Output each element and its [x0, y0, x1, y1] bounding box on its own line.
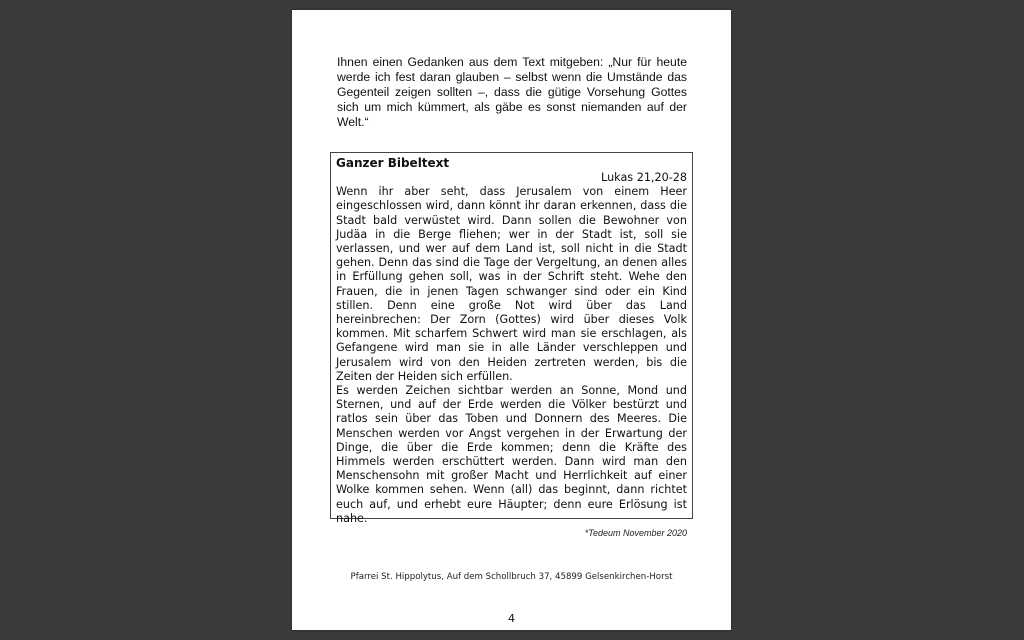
- document-page: [292, 10, 731, 630]
- bible-text: [336, 185, 687, 526]
- footer-address: Pfarrei St. Hippolytus, Auf dem Schollbruch 37, 45899 Gelsenkirchen-Horst: [350, 572, 673, 582]
- bible-paragraph: Wenn ihr aber seht, dass Jerusalem von einem Heer eingeschlossen wird, dann könnt ihr daran erkennen, dass die Stadt bald verwüstet wird. Dann sollen die Bewohner von Judäa in die Berge fliehen; wer in der Stadt ist, soll sie verlassen, und wer auf dem Land ist, soll nicht in die Stadt gehen. Denn das sind die Tage der Vergeltung, an denen alles in Erfüllung gehen soll, was in der Schrift steht. Wehe den Frauen, die in jenen Tagen schwanger sind oder ein Kind stillen. Denn eine große Not wird über das Land hereinbrechen: Der Zorn (Gottes) wird über dieses Volk kommen. Mit scharfem Schwert wird man sie erschlagen, als Gefangene wird man sie in alle Länder verschleppen und Jerusalem wird von den Heiden zertreten werden, bis die Zeiten der Heiden sich erfüllen.: [336, 185, 687, 383]
- source-note: *Tedeum November 2020: [584, 528, 687, 538]
- bible-reference: Lukas 21,20-28: [601, 171, 687, 184]
- bible-paragraph: Es werden Zeichen sichtbar werden an Sonne, Mond und Sternen, und auf der Erde werden die Völker bestürzt und ratlos sein über das Toben und Donnern des Meeres. Die Menschen werden vor Angst vergehen in der Erwartung der Dinge, die über die Erde kommen; denn die Kräfte des Himmels werden erschüttert werden. Dann wird man den Menschensohn mit großer Macht und Herrlichkeit auf einer Wolke kommen sehen. Wenn (all) das beginnt, dann richtet euch auf, und erhebt eure Häupter; denn eure Erlösung ist nahe.: [336, 384, 687, 525]
- intro-paragraph: Ihnen einen Gedanken aus dem Text mitgeben: „Nur für heute werde ich fest daran glauben – selbst wenn die Umstände das Gegenteil zeigen sollten –, dass die gütige Vorsehung Gottes sich um mich kümmert, als gäbe es sonst niemanden auf der Welt.“: [337, 55, 687, 129]
- page-number: 4: [508, 612, 515, 625]
- bible-box-title: Ganzer Bibeltext: [336, 156, 450, 170]
- bible-text-box: [330, 152, 693, 525]
